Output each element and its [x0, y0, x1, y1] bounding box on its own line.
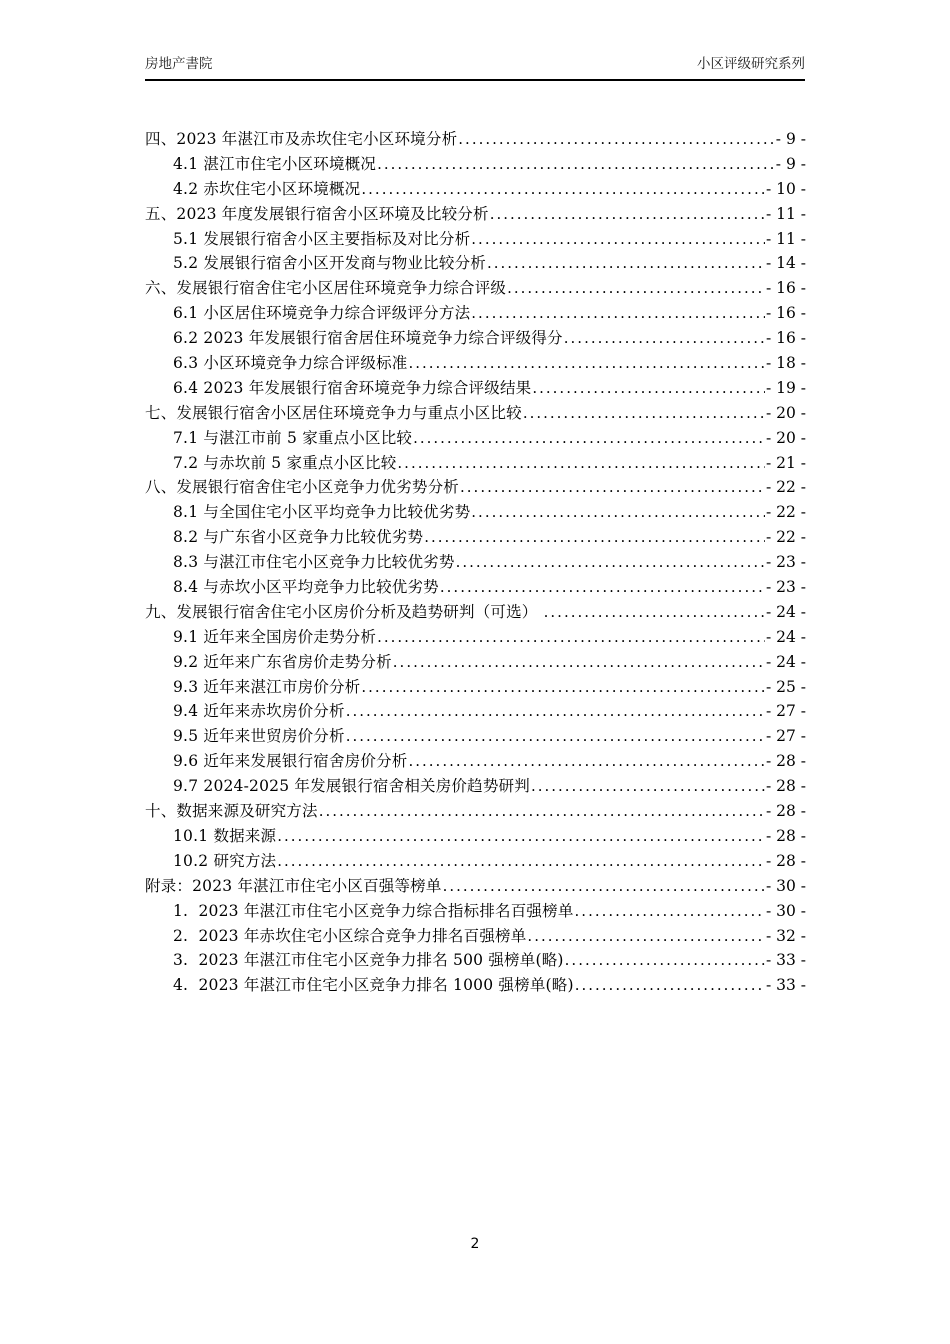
toc-entry	[145, 276, 806, 301]
toc-page-number: - 24 -	[765, 627, 806, 646]
toc-entry	[145, 525, 806, 550]
toc-page-number: - 25 -	[765, 677, 806, 696]
toc-entry	[145, 675, 806, 700]
toc-dot-leader	[471, 503, 765, 521]
toc-entry-title: 9.2 近年来广东省房价走势分析	[173, 652, 392, 671]
toc-entry-title: 8.3 与湛江市住宅小区竞争力比较优劣势	[173, 553, 455, 572]
toc-entry-title: 9.1 近年来全国房价走势分析	[173, 627, 377, 646]
toc-page-number: - 16 -	[765, 304, 806, 323]
toc-entry	[145, 699, 806, 724]
toc-entry-title: 9.5 近年来世贸房价分析	[173, 727, 345, 746]
toc-entry-title: 4. 2023 年湛江市住宅小区竞争力排名 1000 强榜单(略)	[173, 976, 574, 995]
toc-page-number: - 21 -	[765, 453, 806, 472]
toc-entry-title: 八、发展银行宿舍住宅小区竞争力优劣势分析	[145, 478, 460, 497]
page-number-footer: 2	[470, 1236, 480, 1252]
toc-entry-title: 6.3 小区环境竞争力综合评级标准	[173, 354, 408, 373]
toc-dot-leader	[408, 354, 764, 372]
toc-page-number: - 20 -	[765, 428, 806, 447]
toc-dot-leader	[319, 802, 765, 820]
toc-dot-leader	[456, 553, 765, 571]
toc-entry-title: 5.2 发展银行宿舍小区开发商与物业比较分析	[173, 254, 486, 273]
toc-dot-leader	[277, 827, 765, 845]
toc-entry	[145, 924, 806, 949]
toc-page-number: - 30 -	[765, 901, 806, 920]
toc-entry-title: 9.6 近年来发展银行宿舍房价分析	[173, 752, 408, 771]
toc-dot-leader	[377, 628, 765, 646]
toc-entry	[145, 749, 806, 774]
toc-entry	[145, 376, 806, 401]
toc-page-number: - 24 -	[765, 652, 806, 671]
toc-entry	[145, 948, 806, 973]
toc-dot-leader	[361, 678, 765, 696]
toc-page-number: - 27 -	[765, 702, 806, 721]
toc-entry	[145, 227, 806, 252]
toc-dot-leader	[361, 180, 765, 198]
toc-page-number: - 14 -	[765, 254, 806, 273]
toc-page-number: - 11 -	[765, 204, 806, 223]
toc-entry	[145, 774, 806, 799]
toc-dot-leader	[424, 528, 765, 546]
toc-page-number: - 28 -	[765, 752, 806, 771]
toc-dot-leader	[458, 130, 775, 148]
toc-entry-title: 附录：2023 年湛江市住宅小区百强等榜单	[145, 876, 442, 895]
toc-dot-leader	[471, 230, 765, 248]
toc-page-number: - 28 -	[765, 826, 806, 845]
toc-page-number: - 24 -	[765, 602, 806, 621]
toc-entry-title: 九、发展银行宿舍住宅小区房价分析及趋势研判（可选）	[145, 602, 543, 621]
toc-entry	[145, 152, 806, 177]
toc-page-number: - 23 -	[765, 578, 806, 597]
toc-entry-title: 四、2023 年湛江市及赤坎住宅小区环境分析	[145, 130, 458, 148]
toc-dot-leader	[471, 304, 765, 322]
toc-entry	[145, 177, 806, 202]
toc-entry-title: 8.1 与全国住宅小区平均竞争力比较优劣势	[173, 503, 471, 522]
toc-dot-leader	[346, 702, 765, 720]
toc-entry-title: 五、2023 年度发展银行宿舍小区环境及比较分析	[145, 204, 489, 223]
toc-dot-leader	[443, 877, 765, 895]
toc-page-number: - 22 -	[765, 478, 806, 497]
toc-entry-title: 2. 2023 年赤坎住宅小区综合竞争力排名百强榜单	[173, 926, 527, 945]
toc-page-number: - 32 -	[765, 926, 806, 945]
toc-entry-title: 9.7 2024-2025 年发展银行宿舍相关房价趋势研判	[173, 777, 530, 796]
toc-entry-title: 10.2 研究方法	[173, 851, 277, 870]
toc-dot-leader	[377, 155, 775, 173]
toc-page-number: - 16 -	[765, 279, 806, 298]
toc-page-number: - 27 -	[765, 727, 806, 746]
toc-entry-title: 8.2 与广东省小区竞争力比较优劣势	[173, 528, 424, 547]
toc-entry	[145, 899, 806, 924]
toc-dot-leader	[460, 478, 765, 496]
toc-entry-title: 1. 2023 年湛江市住宅小区竞争力综合指标排名百强榜单	[173, 901, 574, 920]
toc-entry-title: 6.1 小区居住环境竞争力综合评级评分方法	[173, 304, 471, 323]
toc-entry	[145, 575, 806, 600]
toc-dot-leader	[575, 902, 765, 920]
toc-page-number: - 11 -	[765, 229, 806, 248]
toc-dot-leader	[507, 279, 765, 297]
toc-entry	[145, 824, 806, 849]
toc-entry-title: 4.2 赤坎住宅小区环境概况	[173, 179, 361, 198]
toc-entry-title: 六、发展银行宿舍住宅小区居住环境竞争力综合评级	[145, 279, 507, 298]
toc-page-number: - 28 -	[765, 851, 806, 870]
toc-dot-leader	[397, 454, 765, 472]
toc-page-number: - 22 -	[765, 503, 806, 522]
toc-page-number: - 10 -	[765, 179, 806, 198]
toc-page-number: - 9 -	[775, 154, 806, 173]
toc-page-number: - 33 -	[765, 976, 806, 995]
toc-entry-title: 十、数据来源及研究方法	[145, 802, 318, 821]
toc-entry	[145, 650, 806, 675]
toc-page-number: - 9 -	[775, 130, 806, 148]
toc-entry	[145, 202, 806, 227]
header-left-text: 房地产書院	[145, 56, 213, 72]
toc-entry	[145, 351, 806, 376]
toc-dot-leader	[487, 254, 765, 272]
toc-entry	[145, 500, 806, 525]
toc-entry	[145, 251, 806, 276]
toc-page-number: - 18 -	[765, 354, 806, 373]
toc-dot-leader	[346, 727, 765, 745]
toc-entry-title: 5.1 发展银行宿舍小区主要指标及对比分析	[173, 229, 471, 248]
toc-entry-title: 9.4 近年来赤坎房价分析	[173, 702, 345, 721]
toc-entry-title: 3. 2023 年湛江市住宅小区竞争力排名 500 强榜单(略)	[173, 951, 564, 970]
toc-entry-title: 七、发展银行宿舍小区居住环境竞争力与重点小区比较	[145, 403, 522, 422]
toc-entry	[145, 973, 806, 998]
toc-dot-leader	[408, 752, 764, 770]
toc-page-number: - 20 -	[765, 403, 806, 422]
toc-entry	[145, 849, 806, 874]
toc-dot-leader	[393, 653, 765, 671]
toc-entry	[145, 451, 806, 476]
toc-entry	[145, 475, 806, 500]
toc-list	[145, 127, 806, 998]
toc-page-number: - 23 -	[765, 553, 806, 572]
toc-entry-title: 7.2 与赤坎前 5 家重点小区比较	[173, 453, 397, 472]
toc-entry-title: 8.4 与赤坎小区平均竞争力比较优劣势	[173, 578, 439, 597]
toc-dot-leader	[490, 205, 765, 223]
toc-entry	[145, 874, 806, 899]
toc-dot-leader	[531, 777, 765, 795]
toc-entry	[145, 724, 806, 749]
toc-entry-title: 9.3 近年来湛江市房价分析	[173, 677, 361, 696]
toc-entry-title: 4.1 湛江市住宅小区环境概况	[173, 154, 377, 173]
toc-dot-leader	[532, 379, 765, 397]
toc-entry	[145, 401, 806, 426]
toc-entry-title: 6.2 2023 年发展银行宿舍居住环境竞争力综合评级得分	[173, 329, 563, 348]
toc-entry	[145, 127, 806, 152]
toc-dot-leader	[413, 429, 765, 447]
toc-entry	[145, 600, 806, 625]
toc-page-number: - 30 -	[765, 876, 806, 895]
toc-dot-leader	[440, 578, 765, 596]
toc-entry	[145, 426, 806, 451]
toc-dot-leader	[565, 951, 765, 969]
toc-dot-leader	[544, 603, 765, 621]
toc-entry-title: 7.1 与湛江市前 5 家重点小区比较	[173, 428, 413, 447]
toc-entry	[145, 799, 806, 824]
toc-page-number: - 22 -	[765, 528, 806, 547]
toc-entry-title: 6.4 2023 年发展银行宿舍环境竞争力综合评级结果	[173, 378, 532, 397]
toc-page-number: - 16 -	[765, 329, 806, 348]
toc-page-number: - 28 -	[765, 777, 806, 796]
toc-entry	[145, 625, 806, 650]
toc-dot-leader	[564, 329, 765, 347]
toc-entry	[145, 550, 806, 575]
header-right-text: 小区评级研究系列	[697, 56, 805, 72]
toc-page-number: - 19 -	[765, 378, 806, 397]
toc-dot-leader	[575, 976, 765, 994]
toc-dot-leader	[277, 852, 765, 870]
toc-dot-leader	[527, 927, 765, 945]
toc-dot-leader	[523, 404, 765, 422]
toc-page-number: - 28 -	[765, 802, 806, 821]
toc-page-number: - 33 -	[765, 951, 806, 970]
toc-entry-title: 10.1 数据来源	[173, 826, 277, 845]
page-header	[145, 56, 805, 81]
toc-entry	[145, 301, 806, 326]
toc-entry	[145, 326, 806, 351]
